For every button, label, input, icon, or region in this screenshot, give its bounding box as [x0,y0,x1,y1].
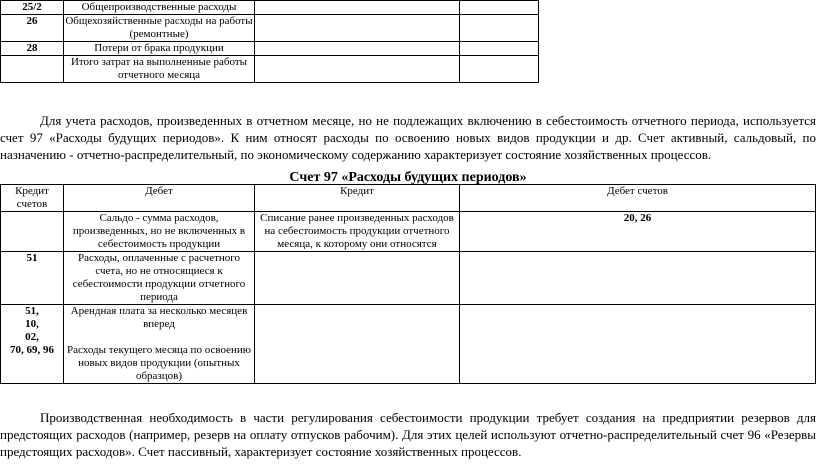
empty-cell [460,42,539,56]
debit-accounts-value: 20, 26 [460,212,816,252]
debit-entry: Расходы текущего месяца по освоению новых видов продукции (опытных образцов) [67,344,251,382]
account-number: 26 [1,15,64,42]
empty-cell [460,305,816,384]
account-number: 02, [25,331,39,343]
account-number: 51, [25,305,39,317]
empty-cell [255,42,460,56]
empty-cell [255,56,460,83]
account-number: 10, [25,318,39,330]
table-row [1,42,539,56]
debit-entry: Арендная плата за несколько месяцев вперед [70,305,248,330]
header-debit: Дебет [64,185,255,212]
table-row [1,15,539,42]
table-row [1,1,539,15]
empty-cell [255,305,460,384]
table-row [1,212,816,252]
account-title-prefix: Счет 97 [289,170,342,185]
table-row [1,305,816,384]
account-97-table [0,184,816,384]
debit-entry: Расходы, оплаченные с расчетного счета, но не относящиеся к себестоимости продукции отчетного периода [64,252,255,305]
table-row [1,252,816,305]
account-number: 25/2 [1,1,64,15]
account-numbers [1,305,64,384]
account-number: 28 [1,42,64,56]
empty-cell [255,1,460,15]
empty-cell [460,15,539,42]
opening-balance: Сальдо - сумма расходов, произведенных, но не включенных в себестоимость продукции [64,212,255,252]
header-debit-accounts: Дебет счетов [460,185,816,212]
credit-writeoff: Списание ранее произведенных расходов на себестоимость продукции отчетного месяца, к которому они относятся [255,212,460,252]
paragraph-account-96: Производственная необходимость в части регулирования себестоимости продукции требует создания на предприятии резервов для предстоящих расходов (например, резерв на оплату отпусков рабочим). Для этих целей используют отчетно-распределительный счет 96 «Резервы предстоящих расходов». Счет пассивный, характеризует состояние хозяйственных процессов. [0,410,816,459]
paragraph-account-97: Для учета расходов, произведенных в отчетном месяце, но не подлежащих включению в себестоимость отчетного периода, используется счет 97 «Расходы будущих периодов». К ним относят расходы по освоению новых видов продукции и др. Счет активный, сальдовый, по назначению - отчетно-распределительный, по экономическому содержанию характеризует состояние хозяйственных процессов. [0,113,816,162]
account-number: 70, 69, 96 [10,344,54,356]
empty-cell [255,15,460,42]
cost-item: Общепроизводственные расходы [64,1,255,15]
empty-cell [460,252,816,305]
table-header-row [1,185,816,212]
account-number: 51 [1,252,64,305]
cost-item: Итого затрат на выполненные работы отчетного месяца [64,56,255,83]
cost-item: Потери от брака продукции [64,42,255,56]
empty-cell [1,212,64,252]
header-credit-accounts: Кредит счетов [1,185,64,212]
debit-entries [64,305,255,384]
cost-table [0,0,539,83]
empty-cell [255,252,460,305]
account-number [1,56,64,83]
empty-cell [460,1,539,15]
table-row [1,56,539,83]
spacer [64,331,254,344]
account-title-name: «Расходы будущих периодов» [341,170,527,185]
header-credit: Кредит [255,185,460,212]
cost-item: Общехозяйственные расходы на работы (ремонтные) [65,15,253,40]
empty-cell [460,56,539,83]
